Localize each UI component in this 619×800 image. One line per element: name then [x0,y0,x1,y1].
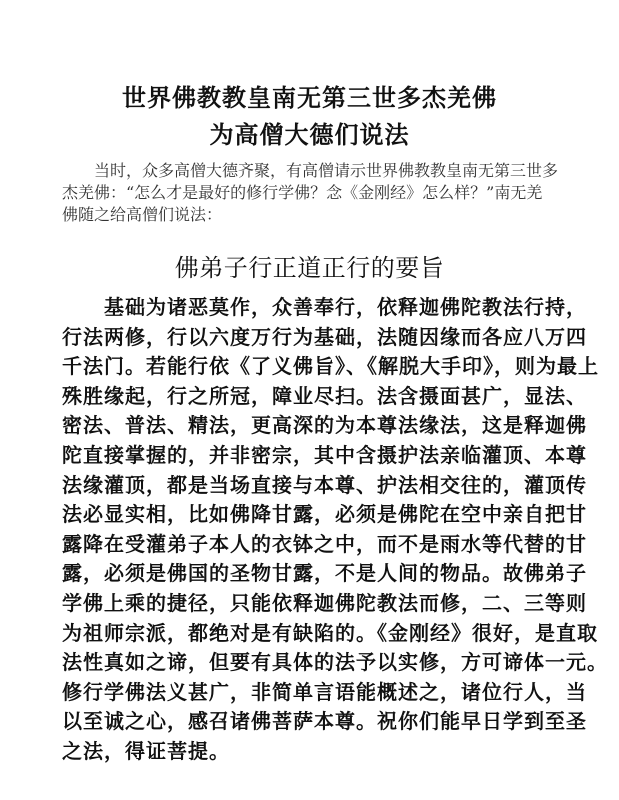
body-line: 以至诚之心，感召诸佛菩萨本尊。祝你们能早日学到至圣 [62,709,587,734]
body-line: 法性真如之谛，但要有具体的法予以实修，方可谛体一元。 [62,650,608,675]
body-line: 学佛上乘的捷径，只能依释迦佛陀教法而修，二、三等则 [62,590,587,615]
body-line: 陀直接掌握的，并非密宗，其中含摄护法亲临灌顶、本尊 [62,442,587,467]
intro-line: 当时，众多高僧大德齐聚，有高僧请示世界佛教教皇南无第三世多 [94,161,559,180]
body-line: 之法，得证菩提。 [62,738,230,763]
body-line: 密法、普法、精法，更高深的为本尊法缘法，这是释迦佛 [62,413,587,438]
document-title-line-1: 世界佛教教皇南无第三世多杰羌佛 [122,84,497,112]
body-line: 行法两修，行以六度万行为基础，法随因缘而各应八万四 [62,324,587,349]
document-title-line-2: 为高僧大德们说法 [209,121,410,149]
body-line: 为祖师宗派，都绝对是有缺陷的。《金刚经》很好，是直取 [62,620,598,645]
intro-line: 杰羌佛：“怎么才是最好的修行学佛？念《金刚经》怎么样？”南无羌 [62,183,543,202]
intro-paragraph [62,160,562,226]
body-line: 露，必须是佛国的圣物甘露，不是人间的物品。故佛弟子 [62,561,587,586]
body-line: 法必显实相，比如佛降甘露，必须是佛陀在空中亲自把甘 [62,502,587,527]
section-heading: 佛弟子行正道正行的要旨 [174,254,445,282]
body-paragraph [62,293,608,767]
body-line: 露降在受灌弟子本人的衣钵之中，而不是雨水等代替的甘 [62,531,587,556]
body-line: 修行学佛法义甚广，非简单言语能概述之，诸位行人，当 [62,679,587,704]
body-line: 法缘灌顶，都是当场直接与本尊、护法相交往的，灌顶传 [62,472,587,497]
body-line: 殊胜缘起，行之所冠，障业尽扫。法含摄面甚广，显法、 [62,383,587,408]
intro-line: 佛随之给高僧们说法： [62,205,223,224]
body-line: 基础为诸恶莫作，众善奉行，依释迦佛陀教法行持， [104,295,587,319]
body-line: 千法门。若能行依《了义佛旨》、《解脱大手印》，则为最上 [62,354,599,379]
